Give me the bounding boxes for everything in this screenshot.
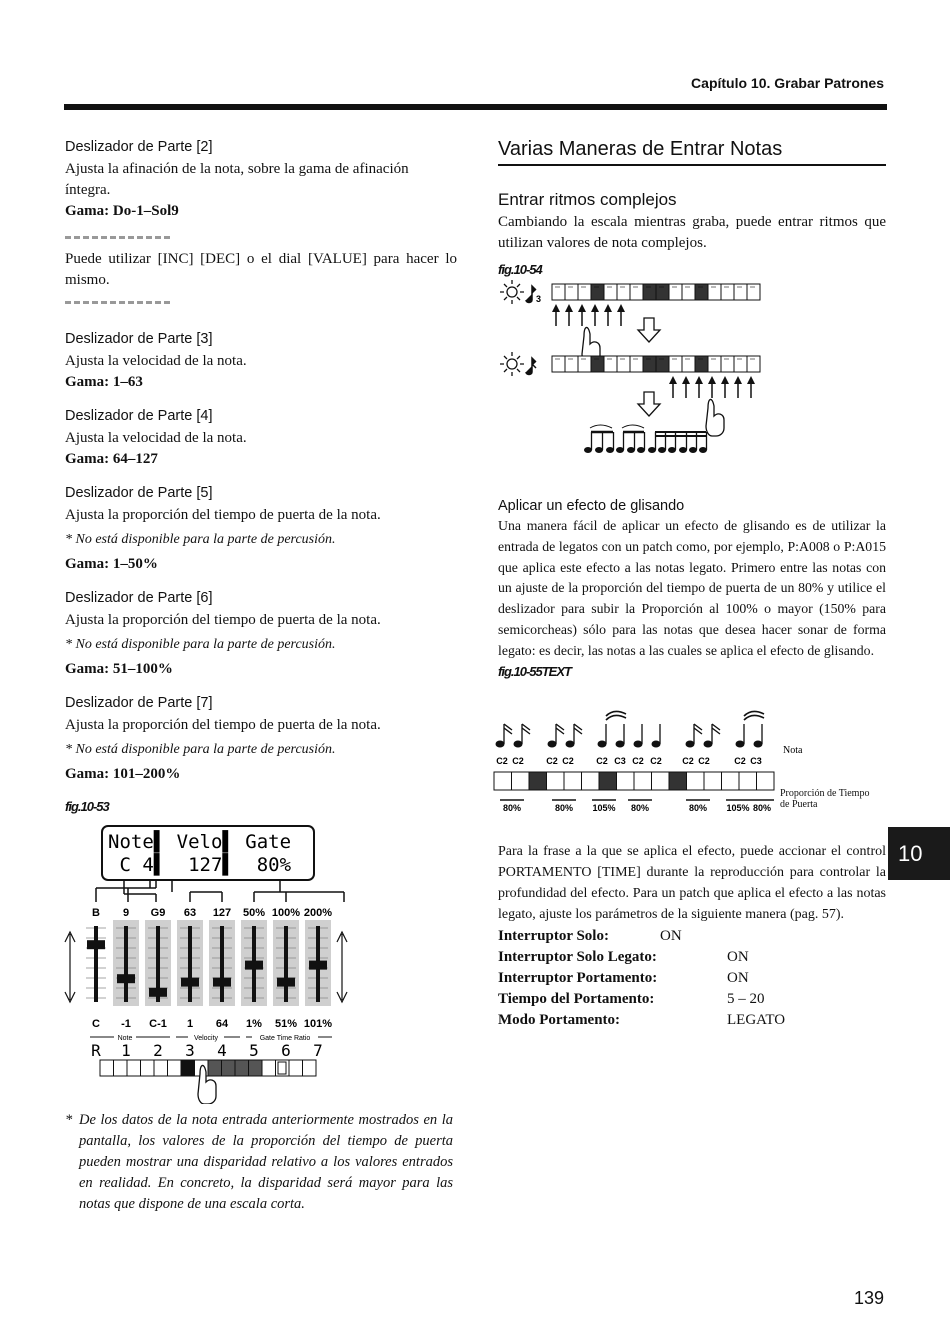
note-flag: [504, 724, 530, 734]
step-button: [643, 284, 656, 300]
note-label: C2: [682, 756, 694, 766]
note-head: [616, 447, 624, 453]
slider-number: 1: [121, 1041, 131, 1060]
step-button: [695, 284, 708, 300]
note-head: [704, 741, 713, 748]
param-value: ON: [727, 970, 749, 986]
block-note: * No está disponible para la parte de percusión.: [65, 637, 336, 652]
slider-number: 2: [153, 1041, 163, 1060]
footnote-marker: *: [65, 1112, 73, 1128]
step-button: [721, 284, 734, 300]
param-name: Modo Portamento:: [498, 1012, 621, 1028]
step-button: [604, 284, 617, 300]
range-arrow-icon: [337, 932, 347, 1002]
slider-number: 6: [281, 1041, 291, 1060]
step-button: [289, 1060, 303, 1076]
param-row: [498, 947, 886, 968]
up-arrow-head: [591, 304, 599, 312]
block-range: Gama: 51–100%: [65, 661, 173, 677]
chapter-tab: 10: [888, 827, 950, 880]
step-button: [747, 356, 760, 372]
header-rule: [64, 104, 887, 110]
glissando-section: [498, 498, 886, 679]
up-arrow-head: [578, 304, 586, 312]
step-button: [617, 772, 635, 790]
rhythm-notation: [584, 425, 707, 453]
bottom-value: -1: [121, 1018, 131, 1030]
note-label: C2: [546, 756, 558, 766]
block-part-4: [65, 407, 457, 470]
up-arrow-head: [682, 376, 690, 384]
top-value: 200%: [303, 907, 333, 919]
step-button: [682, 284, 695, 300]
step-button: [669, 284, 682, 300]
metronome-icon: [500, 352, 524, 376]
param-value: ON: [660, 928, 682, 944]
note-head: [648, 447, 656, 453]
fig-54-label: fig.10-54: [498, 262, 542, 277]
step-button: [235, 1060, 249, 1076]
bottom-value: 51%: [274, 1018, 298, 1030]
block-title: Deslizador de Parte [4]: [65, 408, 213, 424]
step-button: [249, 1060, 263, 1076]
tip-divider: [65, 301, 170, 304]
slider-knob: [149, 988, 167, 997]
intro-text: Cambiando la escala mientras graba, puede entrar ritmos que utilizan valores de nota complejos.: [498, 214, 886, 251]
param-row: [498, 968, 886, 989]
step-button: [617, 356, 630, 372]
step-button: [552, 284, 565, 300]
slider-knob: [213, 978, 231, 987]
step-buttons: [100, 1060, 316, 1076]
bottom-values: [92, 1018, 332, 1030]
step-button: [181, 1060, 195, 1076]
chapter-header: Capítulo 10. Grabar Patrones: [691, 75, 884, 91]
up-arrow-head: [695, 376, 703, 384]
step-button: [565, 356, 578, 372]
slider-knob: [277, 978, 295, 987]
up-arrow-head: [734, 376, 742, 384]
param-name: Tiempo del Portamento:: [498, 991, 655, 1007]
slider-track: [188, 926, 192, 1002]
note-head: [668, 447, 676, 453]
top-value: 127: [212, 907, 232, 919]
slur: [606, 711, 626, 720]
slider-knob: [309, 961, 327, 970]
note-head: [514, 741, 523, 748]
note-head: [548, 741, 557, 748]
slider-knob: [245, 961, 263, 970]
bottom-value: 1%: [246, 1018, 262, 1030]
block-body: Ajusta la velocidad de la nota.: [65, 353, 247, 369]
tip-divider: [65, 236, 170, 239]
up-arrow-head: [721, 376, 729, 384]
step-button: [262, 1060, 276, 1076]
step-button: [303, 1060, 317, 1076]
step-button: [617, 284, 630, 300]
ratio-label: 105%: [592, 803, 616, 813]
step-button: [564, 772, 582, 790]
block-range: Gama: Do-1–Sol9: [65, 203, 179, 219]
slider-track: [220, 926, 224, 1002]
footnote: [65, 1110, 453, 1215]
metronome-icon: [500, 280, 524, 304]
step-button: [652, 772, 670, 790]
subsection-heading: Aplicar un efecto de glisando: [498, 498, 685, 514]
input-arrows-2: [669, 376, 755, 398]
fig-53-label: fig.10-53: [65, 799, 109, 814]
top-values: [92, 907, 332, 919]
note-head: [496, 741, 505, 748]
block-range: Gama: 1–50%: [65, 556, 158, 572]
block-title: Deslizador de Parte [6]: [65, 590, 213, 606]
block-range: Gama: 101–200%: [65, 766, 181, 782]
step-button: [578, 284, 591, 300]
slider-track: [284, 926, 288, 1002]
glissando-text: Una manera fácil de aplicar un efecto de glisando es de utilizar la entrada de legatos con un patch como, por ejemplo, P:A008 o P:A015 que aplica este efecto a las notas legato. Primero entre las notas con un ajuste de la proporción del tiempo de puerta de un 80% y utilice el deslizador para subir la Proporción al 100% o mayor (150% para semicorcheas) sólo para las notas que desea hacer sonar de forma legato: es decir, las notas a las cuales se aplica el efecto de glisando.: [498, 518, 886, 658]
block-body: Ajusta la proporción del tiempo de puerta de la nota.: [65, 717, 381, 733]
step-button: [682, 356, 695, 372]
note-head: [754, 741, 763, 748]
param-value: ON: [727, 949, 749, 965]
step-button: [734, 284, 747, 300]
step-row: [494, 772, 774, 790]
bottom-value: C-1: [149, 1018, 167, 1030]
block-part-5: [65, 484, 457, 575]
note-flag: [694, 724, 720, 734]
note-head: [637, 447, 645, 453]
step-button: [141, 1060, 155, 1076]
step-button: [529, 772, 547, 790]
fig-55-label: fig.10-55TEXT: [498, 663, 571, 679]
ratio-label: 80%: [502, 803, 522, 813]
nota-label: Nota: [783, 745, 803, 756]
note-flag: [556, 724, 582, 734]
note-head: [627, 447, 635, 453]
step-button: [721, 356, 734, 372]
step-button: [604, 356, 617, 372]
block-range: Gama: 64–127: [65, 451, 158, 467]
step-button: [708, 356, 721, 372]
up-arrow-head: [747, 376, 755, 384]
footnote-text: De los datos de la nota entrada anteriormente mostrados en la pantalla, los valores de la proporción del tiempo de puerta pueden mostrar una disparidad relativo a los valores entrados en realidad. En concreto, la disparidad será mayor para las notas que dispone de una escala corta.: [79, 1112, 453, 1212]
step-button: [552, 356, 565, 372]
step-button: [591, 356, 604, 372]
step-button: [154, 1060, 168, 1076]
step-button: [222, 1060, 236, 1076]
note-label: C3: [614, 756, 626, 766]
left-column: [65, 138, 457, 814]
note-labels: [496, 756, 762, 766]
ratio-caption: Proporción de Tiempo de Puerta: [780, 788, 870, 810]
up-arrow-head: [669, 376, 677, 384]
note-head: [679, 447, 687, 453]
block-title: Deslizador de Parte [5]: [65, 485, 213, 501]
param-row: [498, 926, 886, 947]
slider-knob: [181, 978, 199, 987]
down-arrow-icon: [638, 318, 660, 342]
note-label: C2: [650, 756, 662, 766]
slider-track: [94, 926, 98, 1002]
lcd-line-1: Note▌ Velo▌ Gate: [108, 831, 292, 853]
ratio-label: 80%: [554, 803, 574, 813]
step-button: [127, 1060, 141, 1076]
step-row-1: [552, 284, 760, 300]
note-head: [689, 447, 697, 453]
param-value: 5 – 20: [727, 991, 765, 1007]
slider-number: R: [91, 1041, 101, 1060]
block-part-2: [65, 138, 457, 222]
down-arrow-icon: [638, 392, 660, 416]
bottom-value: 64: [215, 1018, 229, 1030]
top-value: 9: [122, 907, 130, 919]
portamento-text: Para la frase a la que se aplica el efecto, puede accionar el control PORTAMENTO [TIME] durante la reproducción para controlar la profundidad del efecto. Para un patch que aplica el efecto a las notas legato, ajuste los parámetros de la siguiente manera (pag. 57).: [498, 844, 886, 922]
note-label: C2: [734, 756, 746, 766]
note-head: [616, 741, 625, 748]
step-button: [739, 772, 757, 790]
triplet-bracket: [590, 425, 644, 428]
step-button: [494, 772, 512, 790]
eighth-note-icon: [526, 286, 536, 303]
block-part-7: [65, 694, 457, 785]
fig-55-diagram: [490, 706, 886, 816]
top-value: B: [92, 907, 100, 919]
note-label: C2: [698, 756, 710, 766]
slur: [744, 711, 764, 720]
ratio-label: 80%: [752, 803, 772, 813]
param-name: Interruptor Solo:: [498, 928, 609, 944]
step-button: [582, 772, 600, 790]
block-part-3: [65, 330, 457, 393]
step-button: [512, 772, 530, 790]
step-button: [630, 284, 643, 300]
note-label: C2: [596, 756, 608, 766]
note-head: [652, 741, 661, 748]
block-title: Deslizador de Parte [7]: [65, 695, 213, 711]
step-button: [656, 284, 669, 300]
slider-number: 3: [185, 1041, 195, 1060]
up-arrow-head: [565, 304, 573, 312]
param-row: [498, 989, 886, 1010]
subsection-heading: Entrar ritmos complejos: [498, 190, 677, 209]
step-button: [599, 772, 617, 790]
bottom-value: C: [92, 1018, 100, 1030]
group-note-label: Note: [117, 1035, 133, 1042]
up-arrow-head: [708, 376, 716, 384]
up-arrow-head: [617, 304, 625, 312]
note-head: [595, 447, 603, 453]
step-button: [669, 772, 687, 790]
fig-53-diagram: [60, 822, 360, 1104]
step-button: [695, 356, 708, 372]
block-body: Ajusta la velocidad de la nota.: [65, 430, 247, 446]
step-button: [747, 284, 760, 300]
note-label: C2: [632, 756, 644, 766]
up-arrow-head: [552, 304, 560, 312]
step-button: [565, 284, 578, 300]
step-button: [630, 356, 643, 372]
step-button: [634, 772, 652, 790]
step-button: [114, 1060, 128, 1076]
block-body: Ajusta la proporción del tiempo de puerta de la nota.: [65, 507, 381, 523]
note-head: [566, 741, 575, 748]
top-value: 100%: [271, 907, 301, 919]
step-button: [547, 772, 565, 790]
ratio-label: 105%: [726, 803, 750, 813]
note-label: C2: [562, 756, 574, 766]
bottom-value: 1: [186, 1018, 194, 1030]
block-title: Deslizador de Parte [2]: [65, 139, 213, 155]
note-head: [584, 447, 592, 453]
step-button: [100, 1060, 114, 1076]
note-label: C3: [750, 756, 762, 766]
group-gate-label: Gate Time Ratio: [259, 1035, 311, 1042]
sixteenth-note-icon: [526, 358, 536, 375]
connector-lines: [96, 880, 344, 902]
step-button: [578, 356, 591, 372]
block-title: Deslizador de Parte [3]: [65, 331, 213, 347]
top-value: 50%: [242, 907, 266, 919]
ratio-label: 80%: [630, 803, 650, 813]
block-note: * No está disponible para la parte de percusión.: [65, 532, 336, 547]
top-value: 63: [183, 907, 197, 919]
slider-number: 7: [313, 1041, 323, 1060]
note-label: C2: [512, 756, 524, 766]
slider-number: 4: [217, 1041, 227, 1060]
ratio-label: 80%: [688, 803, 708, 813]
block-note: * No está disponible para la parte de percusión.: [65, 742, 336, 757]
note-head: [686, 741, 695, 748]
block-body: Ajusta la afinación de la nota, sobre la gama de afinación íntegra.: [65, 161, 409, 198]
param-row: [498, 1010, 886, 1031]
input-arrows-1: [552, 304, 625, 326]
step-button: [734, 356, 747, 372]
param-name: Interruptor Portamento:: [498, 970, 658, 986]
block-part-6: [65, 589, 457, 680]
step-row-2: [552, 356, 760, 372]
param-name: Interruptor Solo Legato:: [498, 949, 657, 965]
step-led: [278, 1062, 286, 1074]
note-head: [658, 447, 666, 453]
block-range: Gama: 1–63: [65, 374, 143, 390]
hand-pointer-icon: [706, 399, 724, 436]
right-column: [498, 138, 886, 277]
note-head: [699, 447, 707, 453]
step-button: [591, 284, 604, 300]
block-body: Ajusta la proporción del tiempo de puerta de la nota.: [65, 612, 381, 628]
slider-numbers: [91, 1041, 323, 1060]
step-button: [208, 1060, 222, 1076]
slider-knob: [117, 974, 135, 983]
glissando-notation: [496, 711, 765, 747]
note-head: [736, 741, 745, 748]
range-arrow-icon: [65, 932, 75, 1002]
note-head: [606, 447, 614, 453]
portamento-section: [498, 841, 886, 1031]
step-button: [669, 356, 682, 372]
step-button: [708, 284, 721, 300]
slider-track: [124, 926, 128, 1002]
group-velocity-label: Velocity: [193, 1035, 219, 1042]
step-button: [722, 772, 740, 790]
page-number: 139: [853, 1288, 884, 1308]
step-button: [757, 772, 775, 790]
up-arrow-head: [604, 304, 612, 312]
note-head: [634, 741, 643, 748]
step-button: [643, 356, 656, 372]
param-value: LEGATO: [727, 1012, 786, 1028]
step-button: [687, 772, 705, 790]
triplet-mark: 3: [536, 294, 542, 304]
slider-bank: [83, 920, 331, 1006]
step-button: [168, 1060, 182, 1076]
ratio-labels: [500, 800, 774, 813]
note-label: C2: [496, 756, 508, 766]
slider-knob: [87, 940, 105, 949]
top-value: G9: [150, 907, 166, 919]
note-beam: [655, 432, 706, 436]
step-button: [656, 356, 669, 372]
step-button: [704, 772, 722, 790]
fig-54-diagram: [496, 276, 776, 466]
lcd-line-2: C 4▌ 127▌ 80%: [108, 854, 292, 876]
bottom-value: 101%: [303, 1018, 333, 1030]
tip-text: Puede utilizar [INC] [DEC] o el dial [VALUE] para hacer lo mismo.: [65, 251, 457, 288]
slider-number: 5: [249, 1041, 259, 1060]
note-head: [598, 741, 607, 748]
section-heading: Varias Maneras de Entrar Notas: [498, 138, 886, 166]
